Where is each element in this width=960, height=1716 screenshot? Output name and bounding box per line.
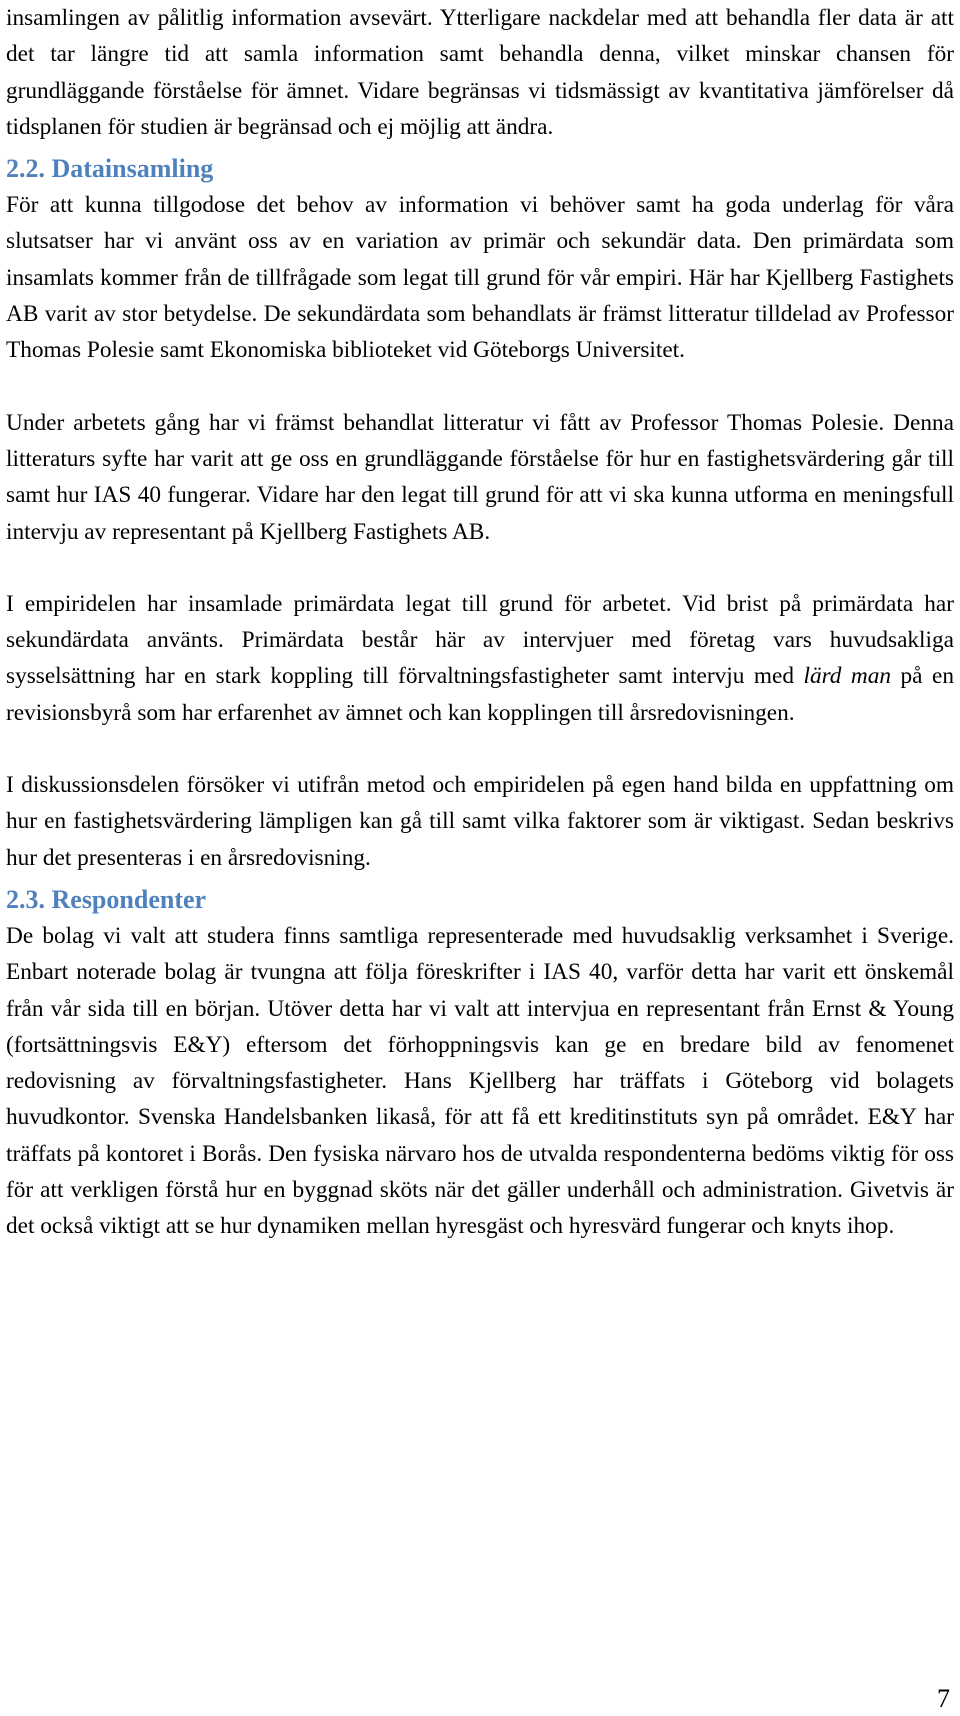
emphasized-text: lärd man xyxy=(803,663,892,690)
paragraph-text: I empiridelen har insamlade primärdata legat till grund för arbetet. Vid brist på primärdata har sekundärdata använts. Primärdata består här av intervjuer med företag vars huvudsakliga sysselsättning har en stark koppling till förvaltningsfastigheter samt intervju med xyxy=(6,590,954,690)
paragraph-literature: Under arbetets gång har vi främst behandlat litteratur vi fått av Professor Thomas Polesie. Denna litteraturs syfte har varit att ge oss en grundläggande förståelse för hur en fastighetsvärdering går till samt hur IAS 40 fungerar. Vidare har den legat till grund för att vi ska kunna utforma en meningsfull intervju av representant på Kjellberg Fastighets AB. xyxy=(6,409,954,545)
heading-datainsamling: 2.2. Datainsamling xyxy=(6,154,214,184)
paragraph-primary-secondary-data: För att kunna tillgodose det behov av information vi behöver samt ha goda underlag för våra slutsatser har vi använt oss av en variation av primär och sekundär data. Den primärdata som insamlats kommer från de tillfrågade som legat till grund för vår empiri. Här har Kjellberg Fastighets AB varit av stor betydelse. De sekundärdata som behandlats är främst litteratur tilldelad av Professor Thomas Polesie samt Ekonomiska biblioteket vid Göteborgs Universitet. xyxy=(6,192,954,364)
document-page xyxy=(6,0,954,1245)
page-number: 7 xyxy=(937,1684,950,1713)
paragraph-discussion-part: I diskussionsdelen försöker vi utifrån metod och empiridelen på egen hand bilda en uppfattning om hur en fastighetsvärdering lämpligen kan gå till samt vilka faktorer som är viktigast. Sedan beskrivs hur det presenteras i en årsredovisning. xyxy=(6,772,954,871)
spacer xyxy=(6,369,954,405)
spacer xyxy=(6,731,954,767)
heading-respondenter: 2.3. Respondenter xyxy=(6,884,207,914)
spacer xyxy=(6,550,954,586)
paragraph-empirical-part xyxy=(6,586,954,731)
paragraph-respondents: De bolag vi valt att studera finns samtliga representerade med huvudsaklig verksamhet i Sverige. Enbart noterade bolag är tvungna att följa föreskrifter i IAS 40, varför detta har varit ett önskemål från vår sida till en början. Utöver detta har vi valt att intervjua en representant från Ernst & Young (fortsättningsvis E&Y) eftersom det förhoppningsvis kan ge en bredare bild av fenomenet redovisning av förvaltningsfastigheter. Hans Kjellberg har träffats i Göteborg vid bolagets huvudkontor. Svenska Handelsbanken likaså, för att få ett kreditinstituts syn på området. E&Y har träffats på kontoret i Borås. Den fysiska närvaro hos de utvalda respondenterna bedöms viktig för oss för att verkligen förstå hur en byggnad sköts när det gäller underhåll och administration. Givetvis är det också viktigt att se hur dynamiken mellan hyresgäst och hyresvärd fungerar och knyts ihop. xyxy=(6,922,954,1240)
paragraph-data-limitations: insamlingen av pålitlig information avsevärt. Ytterligare nackdelar med att behandla fler data är att det tar längre tid att samla information samt behandla denna, vilket minskar chansen för grundläggande förståelse för ämnet. Vidare begränsas vi tidsmässigt av kvantitativa jämförelser då tidsplanen för studien är begränsad och ej möjlig att ändra. xyxy=(6,5,954,140)
paragraph-text: på en revisionsbyrå som har erfarenhet av ämnet och kan kopplingen till årsredovisningen. xyxy=(6,663,954,726)
